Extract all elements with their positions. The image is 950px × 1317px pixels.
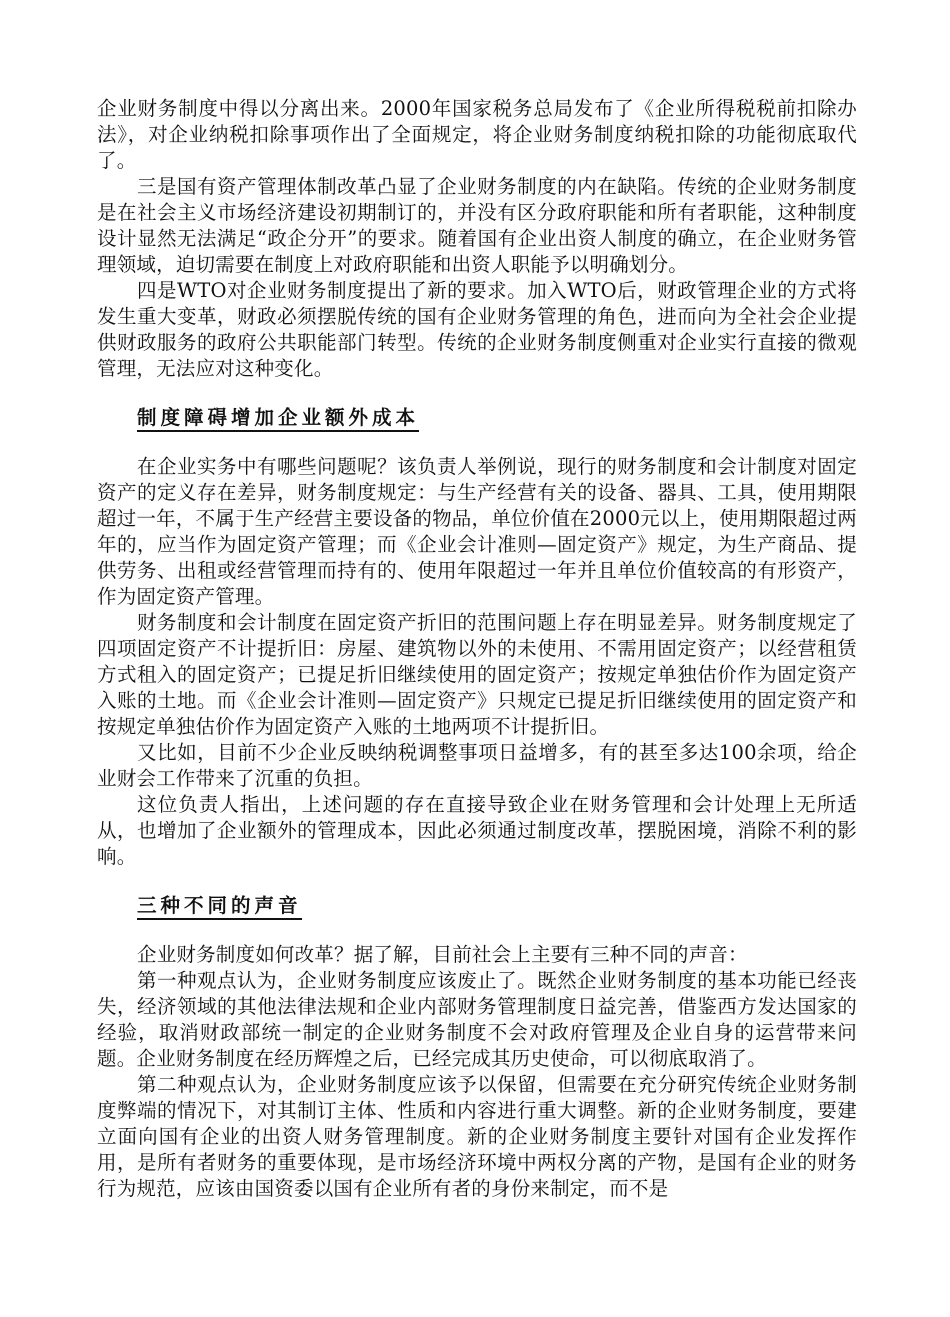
paragraph-intro-voices: 企业财务制度如何改革？据了解，目前社会上主要有三种不同的声音： xyxy=(137,943,748,966)
paragraph-first-view: 第一种观点认为，企业财务制度应该废止了。既然企业财务制度的基本功能已经丧失，经济领域的其他法律法规和企业内部财务管理制度日益完善，借鉴西方发达国家的经验，取消财政部统一制定的企业财务制度不会对政府管理及企业自身的运营带来问题。企业财务制度在经历辉煌之后，已经完成其历史使命，可以彻底取消了。 xyxy=(97,969,857,1070)
section-heading-three-voices xyxy=(137,892,857,920)
paragraph-depreciation-scope: 财务制度和会计制度在固定资产折旧的范围问题上存在明显差异。财务制度规定了四项固定资产不计提折旧：房屋、建筑物以外的未使用、不需用固定资产；以经营租赁方式租入的固定资产；已提足折旧继续使用的固定资产；按规定单独估价作为固定资产入账的土地。而《企业会计准则—固定资产》只规定已提足折旧继续使用的固定资产和按规定单独估价作为固定资产入账的土地两项不计提折旧。 xyxy=(97,611,857,738)
paragraph-continued: 企业财务制度中得以分离出来。2000年国家税务总局发布了《企业所得税税前扣除办法》，对企业纳税扣除事项作出了全面规定，将企业财务制度纳税扣除的功能彻底取代了。 xyxy=(97,97,857,172)
paragraph-conclusion: 这位负责人指出，上述问题的存在直接导致企业在财务管理和会计处理上无所适从，也增加了企业额外的管理成本，因此必须通过制度改革，摆脱困境，消除不利的影响。 xyxy=(97,793,857,868)
section-heading-text: 制度障碍增加企业额外成本 xyxy=(137,406,419,432)
section-heading-institutional-barriers xyxy=(137,404,857,432)
document-page xyxy=(97,96,857,1202)
paragraph-fixed-asset-definition: 在企业实务中有哪些问题呢？该负责人举例说，现行的财务制度和会计制度对固定资产的定义存在差异，财务制度规定：与生产经营有关的设备、器具、工具，使用期限超过一年，不属于生产经营主要设备的物品，单位价值在2000元以上，使用期限超过两年的，应当作为固定资产管理；而《企业会计准则—固定资产》规定，为生产商品、提供劳务、出租或经营管理而持有的、使用年限超过一年并且单位价值较高的有形资产，作为固定资产管理。 xyxy=(97,455,857,608)
section-heading-text: 三种不同的声音 xyxy=(137,894,302,920)
paragraph-second-view: 第二种观点认为，企业财务制度应该予以保留，但需要在充分研究传统企业财务制度弊端的情况下，对其制订主体、性质和内容进行重大调整。新的企业财务制度，要建立面向国有企业的出资人财务管理制度。新的企业财务制度主要针对国有企业发挥作用，是所有者财务的重要体现，是市场经济环境中两权分离的产物，是国有企业的财务行为规范，应该由国资委以国有企业所有者的身份来制定，而不是 xyxy=(97,1073,857,1200)
paragraph-tax-adjustments: 又比如，目前不少企业反映纳税调整事项日益增多，有的甚至多达100余项，给企业财会工作带来了沉重的负担。 xyxy=(97,741,857,790)
paragraph-point-four: 四是WTO对企业财务制度提出了新的要求。加入WTO后，财政管理企业的方式将发生重大变革，财政必须摆脱传统的国有企业财务管理的角色，进而向为全社会企业提供财政服务的政府公共职能部门转型。传统的企业财务制度侧重对企业实行直接的微观管理，无法应对这种变化。 xyxy=(97,279,857,380)
paragraph-point-three: 三是国有资产管理体制改革凸显了企业财务制度的内在缺陷。传统的企业财务制度是在社会主义市场经济建设初期制订的，并没有区分政府职能和所有者职能，这种制度设计显然无法满足“政企分开”的要求。随着国有企业出资人制度的确立，在企业财务管理领域，迫切需要在制度上对政府职能和出资人职能予以明确划分。 xyxy=(97,175,857,276)
